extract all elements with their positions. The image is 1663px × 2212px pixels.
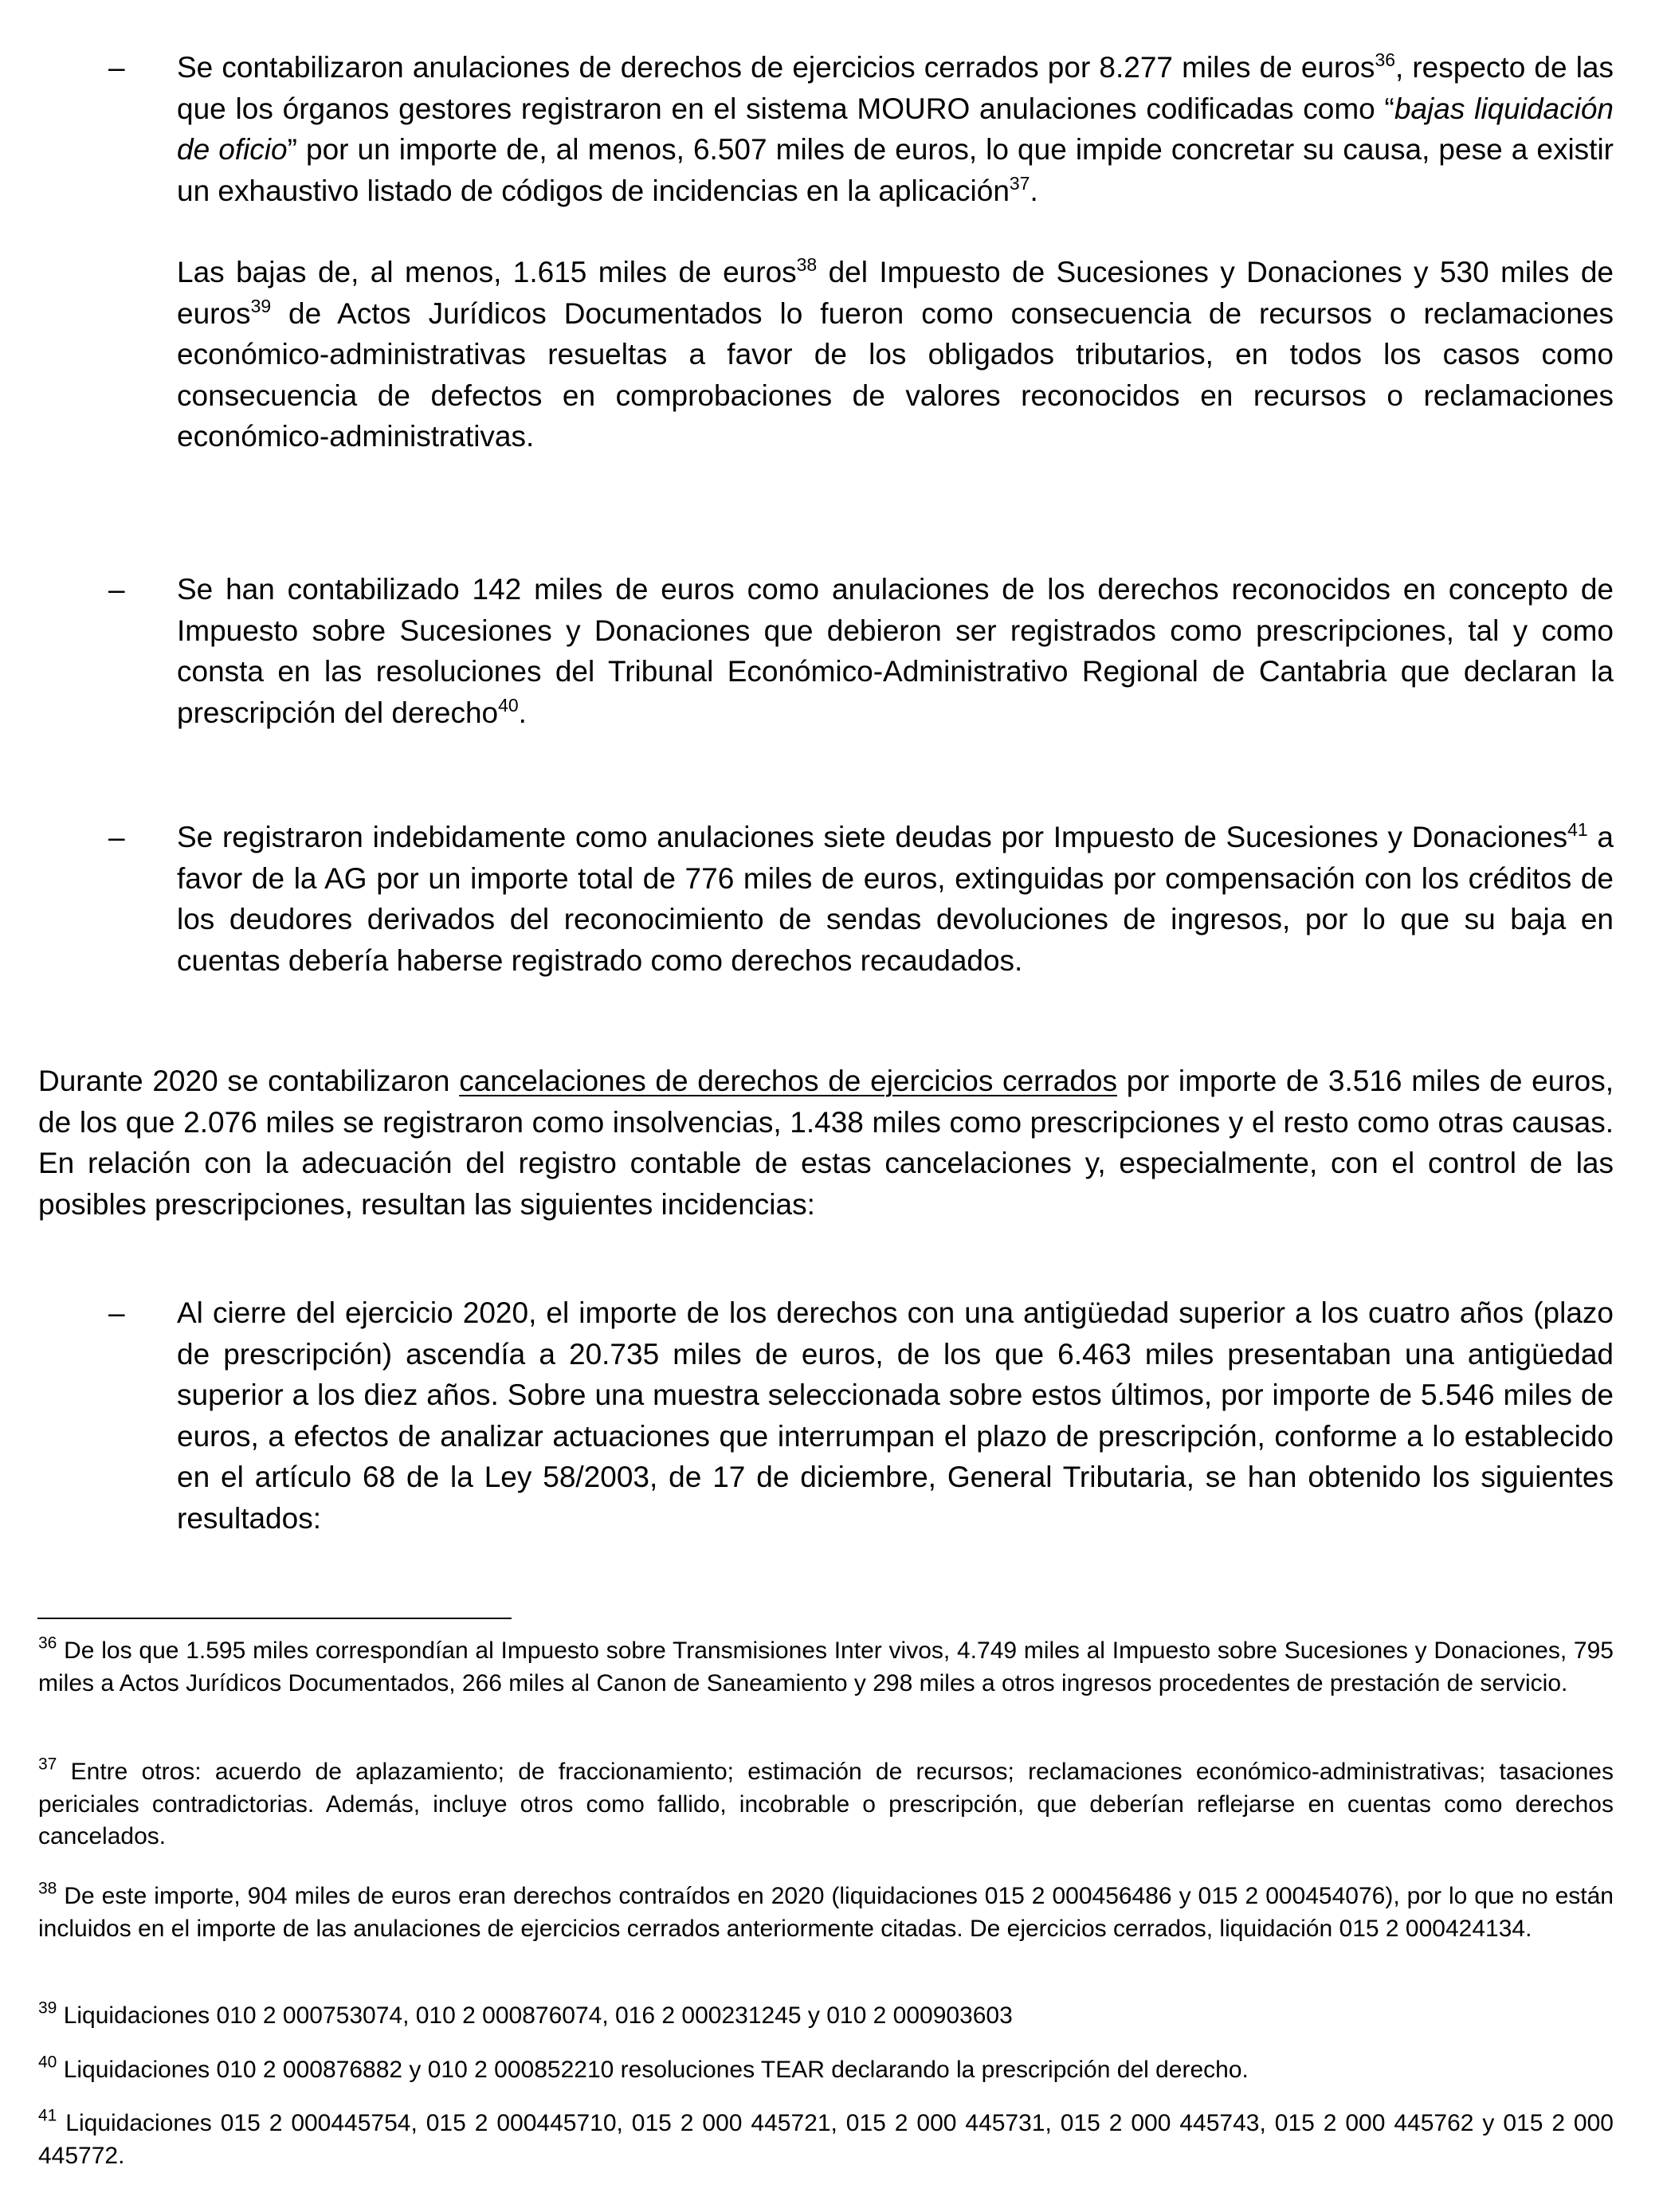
bullet-paragraph: Se registraron indebidamente como anulaciones siete deudas por Impuesto de Sucesiones y Donaciones$^{41}$ a favor de la AG por un importe total de 776 miles de euros, extinguidas por compensación con los créditos de los deudores derivados del reconocimiento de sendas devoluciones de ingresos, por lo que su baja en cuentas debería haberse registrado como derechos recaudados.: [177, 818, 1614, 977]
footnote-number: 40: [38, 2053, 57, 2072]
footnote-36: [38, 1635, 1614, 1700]
dash-bullet-icon: –: [108, 51, 125, 84]
footnote-number: 37: [38, 1755, 57, 1774]
footnote-38: [38, 1881, 1614, 1945]
footnote-text: Liquidaciones 015 2 000445754, 015 2 000445710, 015 2 000 445721, 015 2 000 445731, 015 2 000 445743, 015 2 000 445762 y 015 2 000 445772.: [38, 2110, 1614, 2169]
footnote-number: 41: [38, 2106, 57, 2125]
bullet-paragraph: Las bajas de, al menos, 1.615 miles de euros$^{38}$ del Impuesto de Sucesiones y Donaciones y 530 miles de euros$^{39}$ de Actos Jurídicos Documentados lo fueron como consecuencia de recursos o reclamaciones económico-administrativas resueltas a favor de los obligados tributarios, en todos los casos como consecuencia de defectos en comprobaciones de valores reconocidos en recursos o reclamaciones económico-administrativas.: [177, 253, 1614, 453]
bullet-paragraph: Se han contabilizado 142 miles de euros como anulaciones de los derechos reconocidos en concepto de Impuesto sobre Sucesiones y Donaciones que debieron ser registrados como prescripciones, tal y como consta en las resoluciones del Tribunal Económico-Administrativo Regional de Cantabria que declaran la prescripción del derecho$^{40}$.: [177, 573, 1614, 729]
footnote-39: [38, 2000, 1614, 2033]
footnote-40: [38, 2054, 1614, 2087]
footnote-text: De este importe, 904 miles de euros eran derechos contraídos en 2020 (liquidaciones 015 2 000456486 y 015 2 000454076), por lo que no están incluidos en el importe de las anulaciones de ejercicios cerrados anteriormente citadas. De ejercicios cerrados, liquidación 015 2 000424134.: [38, 1883, 1614, 1942]
footnote-text: Liquidaciones 010 2 000753074, 010 2 000876074, 016 2 000231245 y 010 2 000903603: [63, 2002, 1013, 2029]
footnote-ref: 39: [250, 295, 272, 316]
italic-quote: bajas liquidación de oficio: [177, 92, 1614, 166]
dash-bullet-icon: –: [108, 1296, 125, 1329]
footnote-ref: 40: [498, 694, 519, 716]
footnote-37: [38, 1756, 1614, 1853]
footnote-ref: 37: [1009, 172, 1030, 194]
footnote-separator: [37, 1618, 512, 1619]
footnote-text: Liquidaciones 010 2 000876882 y 010 2 000852210 resoluciones TEAR declarando la prescripción del derecho.: [63, 2057, 1249, 2083]
underlined-phrase: cancelaciones de derechos de ejercicios cerrados: [459, 1065, 1118, 1097]
dash-bullet-icon: –: [108, 573, 125, 606]
footnote-text: De los que 1.595 miles correspondían al Impuesto sobre Transmisiones Inter vivos, 4.749 miles al Impuesto sobre Sucesiones y Donaciones, 795 miles a Actos Jurídicos Documentados, 266 miles al Canon de Saneamiento y 298 miles a otros ingresos procedentes de prestación de servicio.: [38, 1637, 1614, 1696]
footnote-ref: 36: [1375, 49, 1395, 70]
body-paragraph: Durante 2020 se contabilizaron cancelaciones de derechos de ejercicios cerrados por importe de 3.516 miles de euros, de los que 2.076 miles se registraron como insolvencias, 1.438 miles como prescripciones y el resto como otras causas. En relación con la adecuación del registro contable de estas cancelaciones y, especialmente, con el control de las posibles prescripciones, resultan las siguientes incidencias:: [38, 1065, 1614, 1221]
footnote-number: 36: [38, 1634, 57, 1653]
paragraph-cancelaciones: [38, 1061, 1614, 1225]
footnote-41: [38, 2108, 1614, 2172]
footnote-ref: 41: [1567, 818, 1588, 840]
footnote-ref: 38: [796, 253, 818, 275]
footnote-number: 38: [38, 1879, 57, 1898]
footnote-text: Entre otros: acuerdo de aplazamiento; de fraccionamiento; estimación de recursos; reclamaciones económico-administrativas; tasaciones periciales contradictorias. Además, incluye otros como fallido, incobrable o prescripción, que deberían reflejarse en cuentas como derechos cancelados.: [38, 1759, 1614, 1849]
bullet-paragraph: Al cierre del ejercicio 2020, el importe de los derechos con una antigüedad superior a los cuatro años (plazo de prescripción) ascendía a 20.735 miles de euros, de los que 6.463 miles presentaban una antigüedad superior a los diez años. Sobre una muestra seleccionada sobre estos últimos, por importe de 5.546 miles de euros, a efectos de analizar actuaciones que interrumpan el plazo de prescripción, conforme a lo establecido en el artículo 68 de la Ley 58/2003, de 17 de diciembre, General Tributaria, se han obtenido los siguientes resultados:: [177, 1296, 1614, 1535]
footnote-number: 39: [38, 1998, 57, 2018]
dash-bullet-icon: –: [108, 821, 125, 853]
bullet-paragraph: Se contabilizaron anulaciones de derechos de ejercicios cerrados por 8.277 miles de euros$^{36}$, respecto de las que los órganos gestores registraron en el sistema MOURO anulaciones codificadas como “bajas liquidación de oficio” por un importe de, al menos, 6.507 miles de euros, lo que impide concretar su causa, pese a existir un exhaustivo listado de códigos de incidencias en la aplicación$^{37}$.: [177, 49, 1614, 207]
